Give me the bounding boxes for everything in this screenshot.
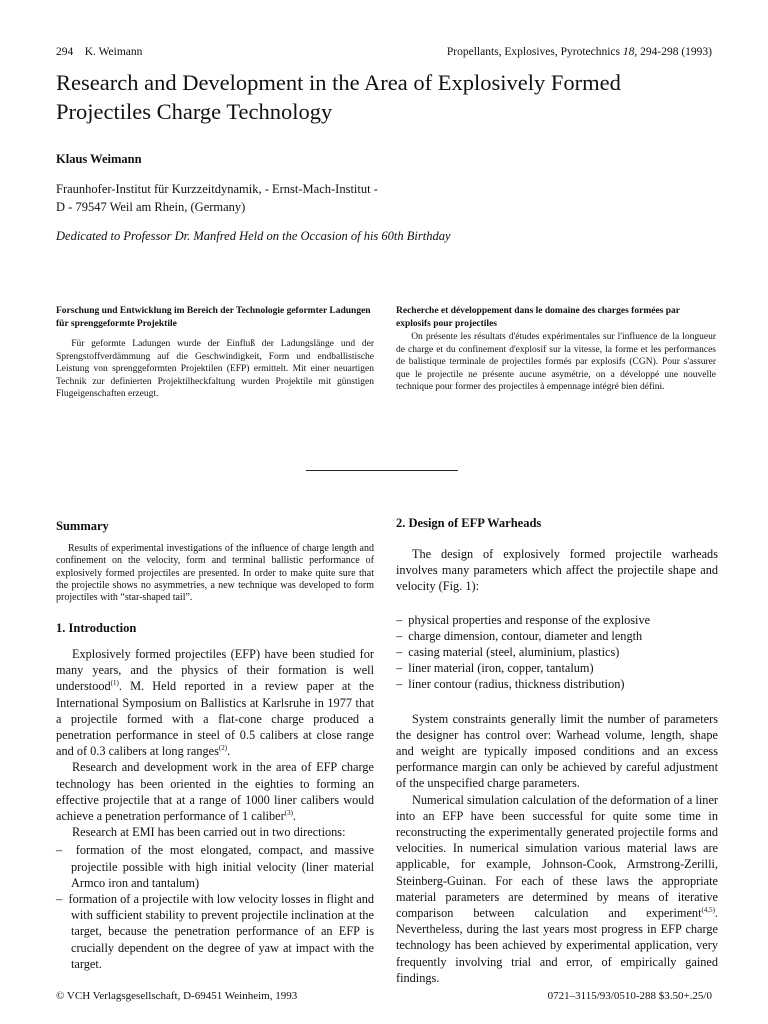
intro-p1-text-c: .: [227, 744, 231, 759]
abstract-french: [396, 305, 716, 394]
design-p3-text-a: Numerical simulation calculation of the deformation of a liner into an EFP have been successful for quite some time in reconstructing the experimentally generated projectile forms and velocities. In numerical simulation various material laws are applicable, for example, Johnson-Cook, Armstrong-Zerilli, Steinberg-Guinan. For each of these laws the appropriate material parameters are determined by means of iterative comparison between calculation and experiment: [396, 792, 718, 921]
summary-heading: Summary: [56, 519, 109, 533]
introduction-body: [56, 646, 374, 972]
summary-text: Results of experimental investigations of the influence of charge length and confinement on the velocity, form and terminal ballistic performance of explosively formed projectiles are presented. In order to make quite sure that the projectile shows no asymmetries, a new technique was developed to form projectiles with “star-shaped tail”.: [56, 543, 374, 604]
journal-volume: 18: [622, 46, 635, 58]
design-body: [396, 546, 718, 986]
list-item: – formation of a projectile with low velocity losses in flight and with sufficient stability to prevent projectile inclination at the target, because the penetration performance of an EFP is crucially dependent on the degree of yaw at impact with the target.: [56, 891, 374, 972]
dedication: Dedicated to Professor Dr. Manfred Held on the Occasion of his 60th Birthday: [56, 229, 451, 243]
reference-3: (3): [284, 808, 293, 817]
author-name: Klaus Weimann: [56, 152, 142, 166]
abstract-german-title: Forschung und Entwicklung im Bereich der Technologie geformter Ladungen für sprenggeformte Projektile: [56, 306, 371, 329]
reference-1: (1): [110, 679, 119, 688]
reference-4-5: (4,5): [701, 905, 715, 914]
paper-title: Research and Development in the Area of Explosively Formed Projectiles Charge Technology: [56, 70, 621, 124]
list-item: – charge dimension, contour, diameter and length: [396, 628, 718, 644]
design-paragraph-1: The design of explosively formed projectile warheads involves many parameters which affect the projectile shape and velocity (Fig. 1):: [396, 547, 718, 594]
research-directions-list: [56, 842, 374, 972]
page-number: 294: [56, 46, 74, 58]
abstract-german: [56, 305, 374, 401]
article-code-footer: 0721–3115/93/0510-288 $3.50+.25/0: [547, 990, 712, 1002]
design-paragraph-2: System constraints generally limit the number of parameters the designer has control over: Warhead volume, length, shape and weight are typically imposed conditions and an excess performance margin can only be achieved by careful adjustment of the unspecified charge parameters.: [396, 711, 718, 791]
author-affiliation: Fraunhofer-Institut für Kurzzeitdynamik, - Ernst-Mach-Institut - D - 79547 Weil am Rhein, (Germany): [56, 182, 378, 214]
abstract-french-title: Recherche et développement dans le domaine des charges formées par explosifs pour projectiles: [396, 306, 680, 329]
intro-p1-text-b: . M. Held reported in a review paper at the International Symposium on Ballistics at Karlsruhe in 1977 that a projectile formed with a flat-cone charge produced a penetration performance in steel of 0.5 calibers at close range and of 0.3 calibers at long ranges: [56, 679, 374, 759]
abstract-french-text: On présente les résultats d'études expérimentales sur l'influence de la longueur de charge et du confinement d'explosif sur la vitesse, la forme et les performances de balistique terminale de projectiles formés par explosifs (CGN). Pour s'assurer que le projectile ne présente aucune asymétrie, on a développé une nouvelle technique pour former des projectiles à empennage intégré bien défini.: [396, 332, 716, 392]
journal-pages: , 294-298 (1993): [634, 46, 712, 58]
intro-paragraph-2: [56, 759, 374, 824]
intro-p1-text-a: Explosively formed projectiles (EFP) have been studied for many years, and the physics of their formation is well understood: [56, 647, 374, 694]
list-item: – casing material (steel, aluminium, plastics): [396, 644, 718, 660]
design-p3-text-b: . Nevertheless, during the last years most progress in EFP charge technology has been achieved by experimental application, very frequently involving trial and error, of empirically gained findings.: [396, 906, 718, 985]
list-item: – formation of the most elongated, compact, and massive projectile possible with high initial velocity (liner material Armco iron and tantalum): [56, 842, 374, 891]
design-parameters-list: [396, 612, 718, 693]
list-item: – liner material (iron, copper, tantalum): [396, 660, 718, 676]
design-heading: 2. Design of EFP Warheads: [396, 516, 542, 530]
running-header-right: [447, 46, 712, 58]
intro-p2-text-b: .: [292, 809, 296, 824]
reference-2: (2): [218, 744, 228, 753]
publisher-footer: © VCH Verlagsgesellschaft, D-69451 Weinheim, 1993: [56, 990, 298, 1002]
list-item: – physical properties and response of the explosive: [396, 612, 718, 628]
intro-paragraph-1: [56, 646, 374, 759]
running-header-left: [56, 46, 142, 58]
running-author: K. Weimann: [84, 46, 143, 58]
intro-p2-text-a: Research and development work in the area of EFP charge technology has been oriented in the eighties to forming an effective projectile that at a range of 1000 liner calibers would achieve a penetration performance of 1 caliber: [56, 760, 374, 824]
section-divider: [306, 470, 458, 471]
introduction-heading: 1. Introduction: [56, 621, 137, 635]
list-item: – liner contour (radius, thickness distribution): [396, 676, 718, 692]
abstract-german-text: Für geformte Ladungen wurde der Einfluß der Ladungslänge und der Sprengstoffverdämmung auf die Geschwindigkeit, Form und endballistische Leistung von sprenggeformten Projektilen (EFP) ermittelt. Mit einer neuartigen Technik zur definierten Projektilheckfaltung wurden Projektile mit günstigen Flugeigenschaften erzeugt.: [56, 339, 374, 399]
design-paragraph-3: [396, 792, 718, 986]
journal-name: Propellants, Explosives, Pyrotechnics: [446, 46, 623, 58]
intro-paragraph-3: Research at EMI has been carried out in two directions:: [71, 825, 346, 840]
